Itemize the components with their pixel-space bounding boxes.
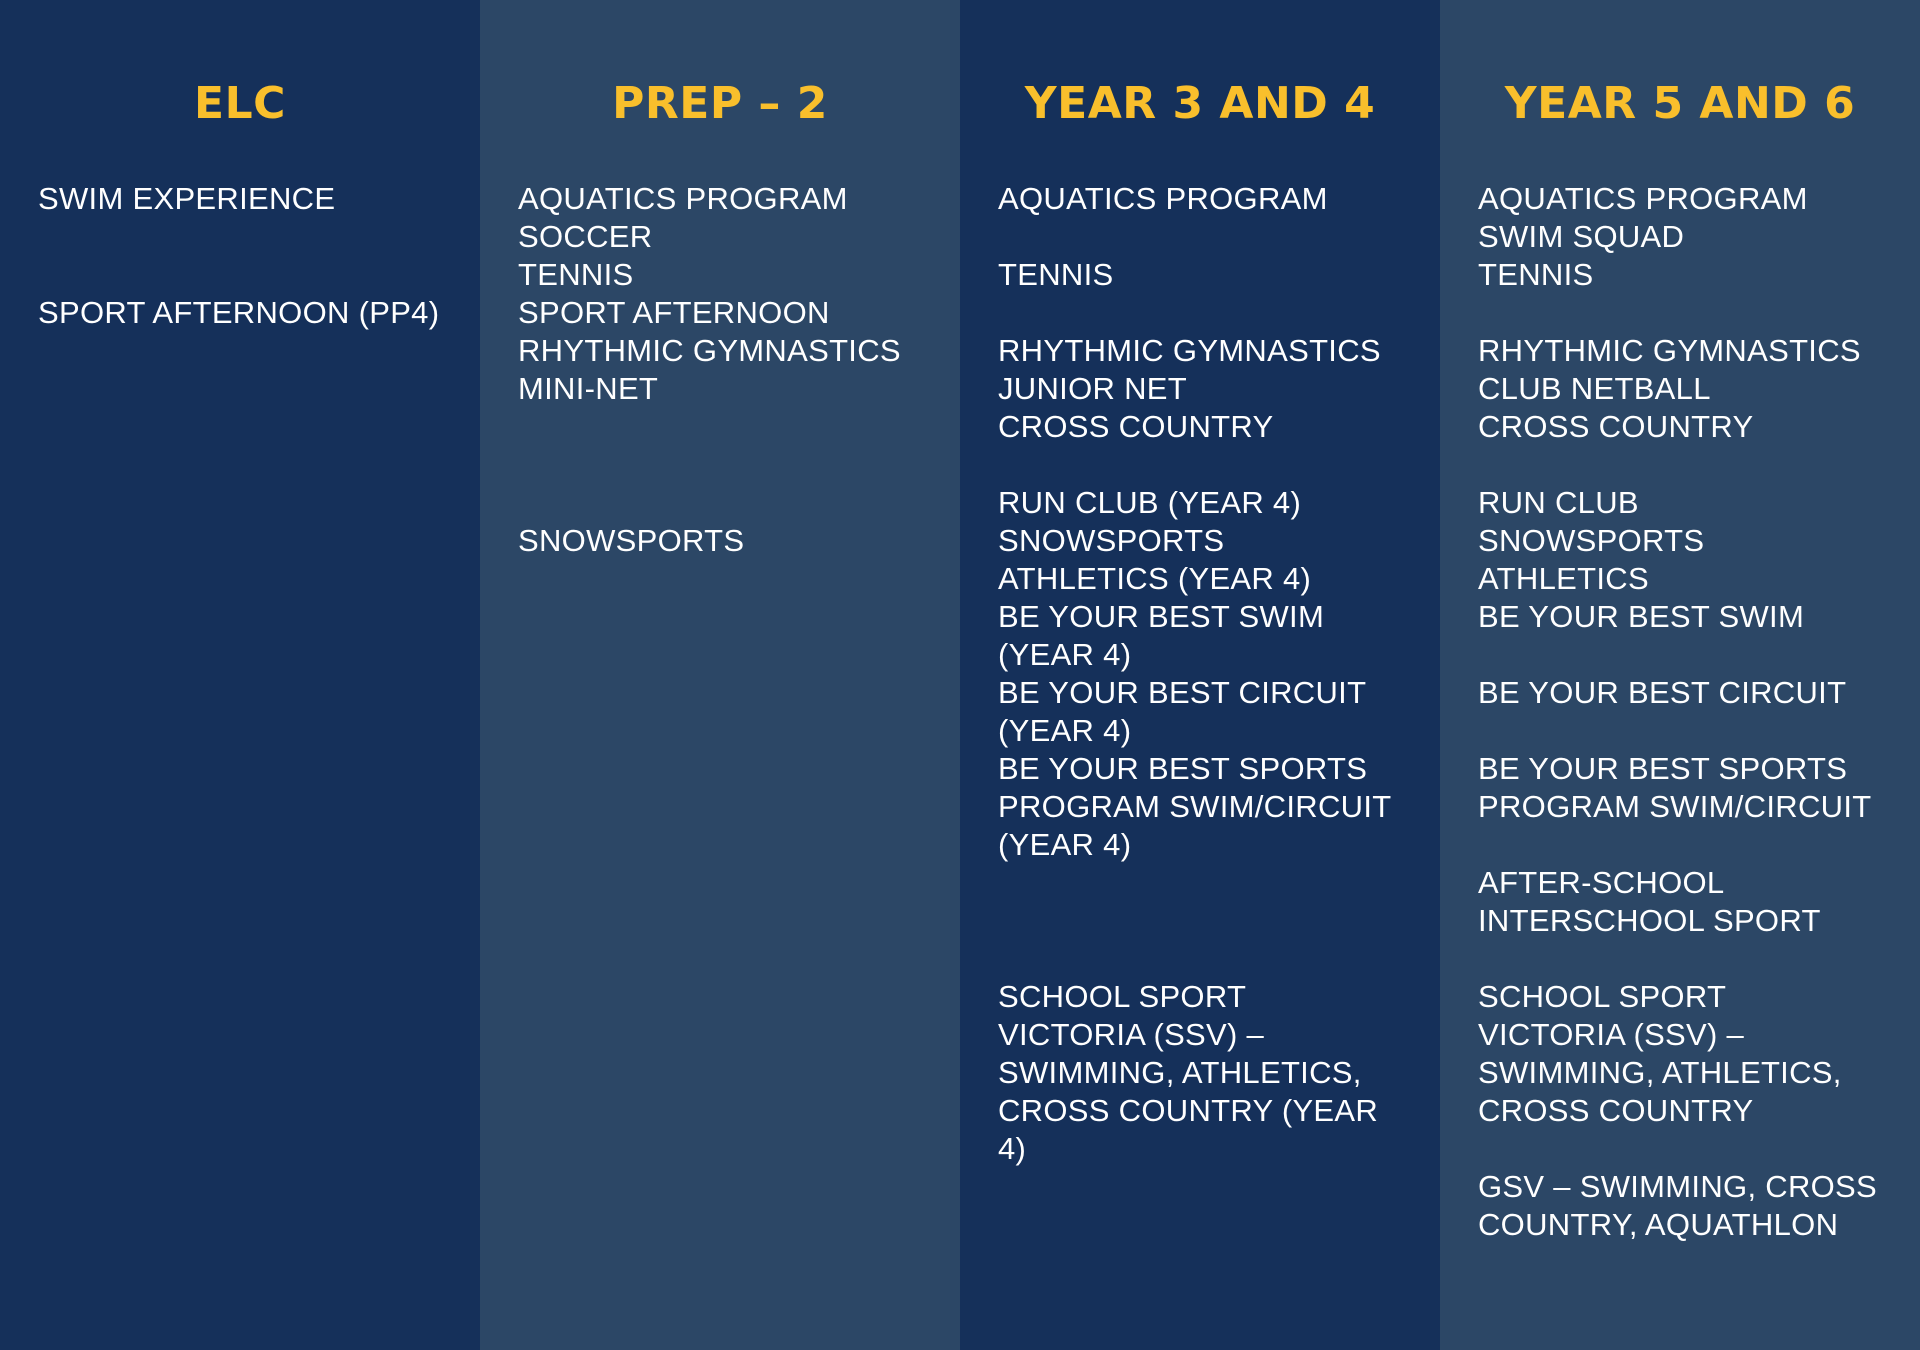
activity-line: JUNIOR NET	[998, 371, 1187, 406]
activity-line: COUNTRY, AQUATHLON	[1478, 1207, 1839, 1242]
activity-line	[1478, 636, 1882, 674]
column-year-5-and-6	[1440, 0, 1920, 1350]
activity-line: ATHLETICS (YEAR 4)	[998, 561, 1312, 596]
activity-line: AFTER-SCHOOL	[1478, 865, 1725, 900]
activity-line	[38, 218, 442, 256]
activity-line: SNOWSPORTS	[1478, 523, 1705, 558]
activity-line: AQUATICS PROGRAM	[1478, 181, 1808, 216]
activity-line: SPORT AFTERNOON (PP4)	[38, 295, 440, 330]
activity-line: (YEAR 4)	[998, 827, 1132, 862]
activity-line: BE YOUR BEST SWIM	[998, 599, 1325, 634]
column-heading: YEAR 3 AND 4	[1024, 78, 1376, 129]
activity-line: RUN CLUB (YEAR 4)	[998, 485, 1302, 520]
activity-line: TENNIS	[998, 257, 1114, 292]
activity-line: SWIM EXPERIENCE	[38, 181, 336, 216]
activity-line	[998, 446, 1402, 484]
column-heading: ELC	[194, 78, 286, 129]
activity-line	[998, 218, 1402, 256]
column-prep-2	[480, 0, 960, 1350]
activity-line	[1478, 446, 1882, 484]
activity-line: (YEAR 4)	[998, 637, 1132, 672]
column-heading: YEAR 5 AND 6	[1504, 78, 1856, 129]
activity-list	[518, 180, 922, 560]
activity-line	[998, 294, 1402, 332]
activity-line: SNOWSPORTS	[998, 523, 1225, 558]
activity-line: TENNIS	[518, 257, 634, 292]
activity-line: CROSS COUNTRY (YEAR	[998, 1093, 1379, 1128]
activity-line	[998, 940, 1402, 978]
activity-line: CROSS COUNTRY	[998, 409, 1274, 444]
activity-line: TENNIS	[1478, 257, 1594, 292]
activity-line	[998, 902, 1402, 940]
activity-line: VICTORIA (SSV) –	[998, 1017, 1265, 1052]
activity-list	[1478, 180, 1882, 1244]
activity-line	[518, 484, 922, 522]
activity-line: BE YOUR BEST SPORTS	[998, 751, 1368, 786]
activity-line: CLUB NETBALL	[1478, 371, 1711, 406]
activity-line: CROSS COUNTRY	[1478, 409, 1754, 444]
column-year-3-and-4	[960, 0, 1440, 1350]
activity-line: BE YOUR BEST SWIM	[1478, 599, 1805, 634]
activity-list	[38, 180, 442, 332]
activity-line: MINI-NET	[518, 371, 659, 406]
activity-line: RHYTHMIC GYMNASTICS	[998, 333, 1381, 368]
activity-line: SWIMMING, ATHLETICS,	[998, 1055, 1362, 1090]
activity-line	[518, 446, 922, 484]
activity-line: SWIMMING, ATHLETICS,	[1478, 1055, 1842, 1090]
activity-line	[38, 256, 442, 294]
activity-line	[1478, 712, 1882, 750]
activity-line	[1478, 940, 1882, 978]
activity-line	[1478, 1130, 1882, 1168]
activity-line: SCHOOL SPORT	[998, 979, 1247, 1014]
activity-line: BE YOUR BEST CIRCUIT	[998, 675, 1367, 710]
activity-line: RHYTHMIC GYMNASTICS	[1478, 333, 1861, 368]
column-elc	[0, 0, 480, 1350]
activity-line: GSV – SWIMMING, CROSS	[1478, 1169, 1878, 1204]
activity-line: SNOWSPORTS	[518, 523, 745, 558]
activity-line: ATHLETICS	[1478, 561, 1649, 596]
activity-line: INTERSCHOOL SPORT	[1478, 903, 1821, 938]
activity-line: SOCCER	[518, 219, 653, 254]
activity-line: (YEAR 4)	[998, 713, 1132, 748]
activity-line	[1478, 826, 1882, 864]
activity-line: CROSS COUNTRY	[1478, 1093, 1754, 1128]
activity-line: 4)	[998, 1131, 1027, 1166]
activity-line: SWIM SQUAD	[1478, 219, 1685, 254]
activity-line: VICTORIA (SSV) –	[1478, 1017, 1745, 1052]
activity-list	[998, 180, 1402, 1168]
activity-line: PROGRAM SWIM/CIRCUIT	[998, 789, 1392, 824]
activity-line	[518, 408, 922, 446]
activity-line: SPORT AFTERNOON	[518, 295, 830, 330]
activity-line	[1478, 294, 1882, 332]
activity-line: PROGRAM SWIM/CIRCUIT	[1478, 789, 1872, 824]
activity-line: BE YOUR BEST CIRCUIT	[1478, 675, 1847, 710]
column-heading: PREP – 2	[612, 78, 828, 129]
activity-line: BE YOUR BEST SPORTS	[1478, 751, 1848, 786]
activity-line: RUN CLUB	[1478, 485, 1639, 520]
activity-line	[998, 864, 1402, 902]
activity-line: AQUATICS PROGRAM	[998, 181, 1328, 216]
activity-line: RHYTHMIC GYMNASTICS	[518, 333, 901, 368]
activity-line: SCHOOL SPORT	[1478, 979, 1727, 1014]
activity-line: AQUATICS PROGRAM	[518, 181, 848, 216]
